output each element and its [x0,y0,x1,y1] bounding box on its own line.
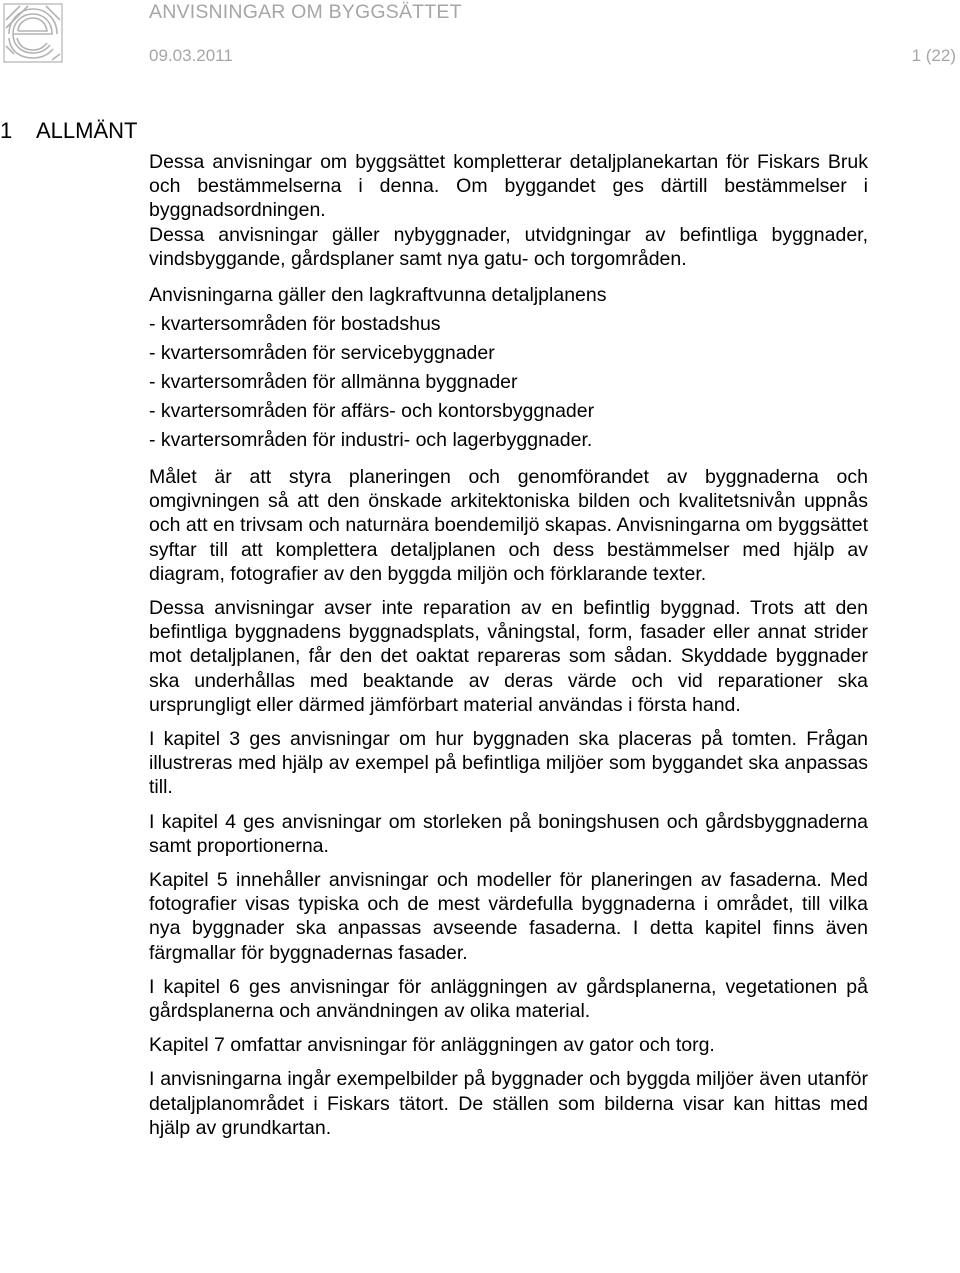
body-text [149,150,868,1140]
area-list [149,310,868,455]
paragraph-chapter-5: Kapitel 5 innehåller anvisningar och modeller för planeringen av fasaderna. Med fotografier visas typiska och de mest värdefulla byggnaderna i området, till vilka nya byggnader ska anpassas avseende fasaderna. I detta kapitel finns även färgmallar för byggnadernas fasader. [149,869,868,964]
paragraph-chapter-7: Kapitel 7 omfattar anvisningar för anläggningen av gator och torg. [149,1034,715,1057]
page-number: 1 (22) [911,46,956,65]
paragraph-example-images: I anvisningarna ingår exempelbilder på byggnader och byggda miljöer även utanför detaljplanområdet i Fiskars tätort. De ställen som bilderna visar kan hittas med hjälp av grundkartan. [149,1068,868,1139]
document-title: ANVISNINGAR OM BYGGSÄTTET [149,1,462,23]
paragraph-repair: Dessa anvisningar avser inte reparation av en befintlig byggnad. Trots att den befintliga byggnadens byggnadsplats, våningstal, form, fasader eller annat strider mot detaljplanen, får den det oaktat repareras som sådan. Skyddade byggnader ska underhållas med beaktande av deras värde och vid reparationer ska ursprungligt eller därmed jämförbart material användas i första hand. [149,597,868,716]
section-number: 1 [0,118,13,143]
section-title: ALLMÄNT [36,118,138,143]
list-item: - kvartersområden för industri- och lagerbyggnader. [149,429,593,452]
paragraph-areas-lead: Anvisningarna gäller den lagkraftvunna detaljplanens [149,284,607,307]
list-item: - kvartersområden för bostadshus [149,313,441,336]
list-item: - kvartersområden för allmänna byggnader [149,371,518,394]
e-logo-icon [0,0,66,66]
section-heading [0,118,137,144]
paragraph-scope: Dessa anvisningar gäller nybyggnader, utvidgningar av befintliga byggnader, vindsbyggande, gårdsplaner samt nya gatu- och torgområden. [149,223,868,270]
document-date: 09.03.2011 [149,46,233,65]
list-item: - kvartersområden för affärs- och kontorsbyggnader [149,400,595,423]
paragraph-chapter-4: I kapitel 4 ges anvisningar om storleken på boningshusen och gårdsbyggnaderna samt proportionerna. [149,810,868,857]
paragraph-chapter-6: I kapitel 6 ges anvisningar för anläggningen av gårdsplanerna, vegetationen på gårdsplanerna och användningen av olika material. [149,975,868,1023]
paragraph-intro: Dessa anvisningar om byggsättet kompletterar detaljplanekartan för Fiskars Bruk och bestämmelserna i denna. Om byggandet ges därtill bestämmelser i byggnadsordningen. [149,151,868,222]
paragraph-chapter-3: I kapitel 3 ges anvisningar om hur byggnaden ska placeras på tomten. Frågan illustreras med hjälp av exempel på befintliga miljöer som byggandet ska anpassas till. [149,728,868,799]
paragraph-goal: Målet är att styra planeringen och genomförandet av byggnaderna och omgivningen så att den önskade arkitektoniska bilden och kvalitetsnivån uppnås och att en trivsam och naturnära boendemiljö skapas. Anvisningarna om byggsättet syftar till att komplettera detaljplanen och dess bestämmelser med hjälp av diagram, fotografier av den byggda miljön och förklarande texter. [149,466,868,585]
list-item: - kvartersområden för servicebyggnader [149,342,495,365]
